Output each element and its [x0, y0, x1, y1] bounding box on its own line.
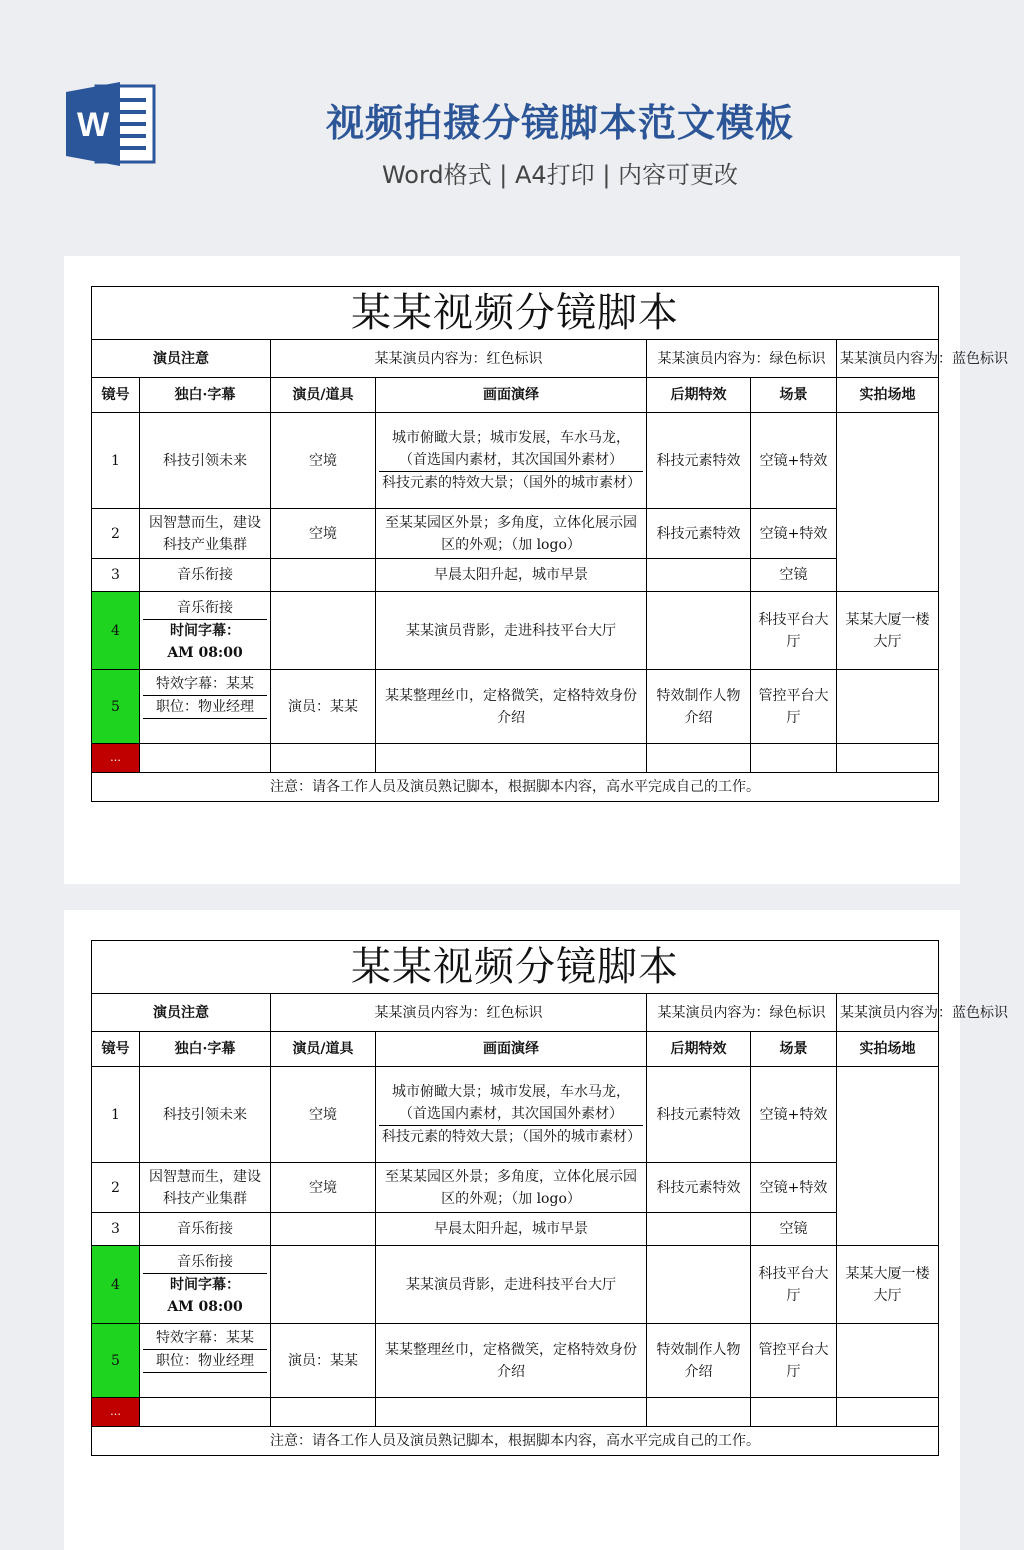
location-cell: 某某大厦一楼大厅	[837, 1246, 939, 1324]
setting-cell: 空镜+特效	[751, 1163, 837, 1213]
monologue-line: 职位：物业经理	[143, 695, 267, 718]
setting-cell: 空镜+特效	[751, 1067, 837, 1163]
actor-cell	[271, 1213, 376, 1246]
actor-cell	[271, 559, 376, 592]
setting-cell: 空镜+特效	[751, 413, 837, 509]
monologue-cell: 科技引领未来	[140, 413, 271, 509]
scene-cell: 某某演员背影，走进科技平台大厅	[376, 592, 647, 670]
table-row	[92, 559, 939, 592]
scene-line: 科技元素的特效大景；（国外的城市素材）	[379, 471, 643, 494]
time-caption-label: 时间字幕：	[143, 619, 267, 642]
actor-cell: 空境	[271, 1067, 376, 1163]
monologue-cell	[140, 592, 271, 670]
shot-number-red: …	[92, 1398, 140, 1427]
effects-cell: 科技元素特效	[647, 1067, 751, 1163]
setting-cell: 管控平台大厅	[751, 1324, 837, 1398]
scene-line: 城市俯瞰大景；城市发展，车水马龙，（首选国内素材，其次国国外素材）	[392, 430, 630, 468]
scene-line: 城市俯瞰大景；城市发展，车水马龙，（首选国内素材，其次国国外素材）	[392, 1084, 630, 1122]
legend-blue: 某某演员内容为：蓝色标识	[837, 340, 939, 378]
scene-cell	[376, 413, 647, 509]
location-cell	[837, 413, 939, 592]
setting-cell: 科技平台大厅	[751, 592, 837, 670]
empty-cell	[376, 744, 647, 773]
shot-number-green: 4	[92, 592, 140, 670]
actor-cell: 演员：某某	[271, 670, 376, 744]
monologue-cell: 音乐衔接	[140, 1213, 271, 1246]
shot-number-green: 4	[92, 1246, 140, 1324]
shot-number-green: 5	[92, 1324, 140, 1398]
document-title: 某某视频分镜脚本	[92, 287, 939, 340]
scene-cell: 某某演员背影，走进科技平台大厅	[376, 1246, 647, 1324]
scene-line: 科技元素的特效大景；（国外的城市素材）	[379, 1125, 643, 1148]
actor-cell	[271, 1246, 376, 1324]
monologue-line: 职位：物业经理	[143, 1349, 267, 1372]
monologue-cell	[140, 1246, 271, 1324]
monologue-line: 特效字幕：某某	[156, 675, 254, 692]
shot-number: 1	[92, 413, 140, 509]
legend-red: 某某演员内容为：红色标识	[271, 994, 647, 1032]
table-header-row	[92, 378, 939, 413]
monologue-cell	[140, 1324, 271, 1398]
effects-cell	[647, 559, 751, 592]
scene-cell	[376, 1067, 647, 1163]
legend-label: 演员注意	[92, 994, 271, 1032]
actor-cell	[271, 592, 376, 670]
location-cell: 某某大厦一楼大厅	[837, 592, 939, 670]
actor-cell: 空境	[271, 1163, 376, 1213]
effects-cell	[647, 1213, 751, 1246]
empty-cell	[271, 744, 376, 773]
column-header: 后期特效	[647, 378, 751, 413]
effects-cell	[647, 1246, 751, 1324]
empty-cell	[140, 744, 271, 773]
monologue-cell	[140, 670, 271, 744]
scene-cell: 至某某园区外景；多角度，立体化展示园区的外观；（加 logo）	[376, 1163, 647, 1213]
scene-cell: 某某整理丝巾，定格微笑，定格特效身份介绍	[376, 1324, 647, 1398]
effects-cell: 特效制作人物介绍	[647, 670, 751, 744]
table-row	[92, 413, 939, 509]
legend-green: 某某演员内容为：绿色标识	[647, 994, 837, 1032]
footer-note: 注意：请各工作人员及演员熟记脚本，根据脚本内容，高水平完成自己的工作。	[92, 773, 939, 802]
column-header: 场景	[751, 1032, 837, 1067]
location-cell	[837, 1324, 939, 1398]
setting-cell: 管控平台大厅	[751, 670, 837, 744]
word-icon-letter: W	[76, 106, 110, 144]
page-header	[0, 0, 1024, 240]
empty-cell	[837, 1398, 939, 1427]
table-row	[92, 509, 939, 559]
shot-number: 3	[92, 1213, 140, 1246]
column-header: 独白·字幕	[140, 378, 271, 413]
location-cell	[837, 670, 939, 744]
shot-number: 2	[92, 1163, 140, 1213]
document-preview-page	[64, 256, 1008, 884]
column-header: 场景	[751, 378, 837, 413]
legend-blue: 某某演员内容为：蓝色标识	[837, 994, 939, 1032]
legend-green: 某某演员内容为：绿色标识	[647, 340, 837, 378]
document-title: 某某视频分镜脚本	[92, 941, 939, 994]
storyboard-table	[91, 940, 1008, 1456]
effects-cell: 科技元素特效	[647, 413, 751, 509]
empty-cell	[647, 744, 751, 773]
page-title: 视频拍摄分镜脚本范文模板	[325, 101, 794, 145]
monologue-line: 音乐衔接	[177, 600, 233, 616]
actor-cell: 演员：某某	[271, 1324, 376, 1398]
empty-cell	[376, 1398, 647, 1427]
shot-number: 2	[92, 509, 140, 559]
column-header: 演员/道具	[271, 378, 376, 413]
table-row	[92, 670, 939, 744]
column-header: 画面演绎	[376, 378, 647, 413]
column-header: 后期特效	[647, 1032, 751, 1067]
page-subtitle: Word格式 | A4打印 | 内容可更改	[381, 161, 739, 189]
table-row	[92, 1067, 939, 1163]
monologue-line-empty	[143, 718, 267, 741]
monologue-line: 音乐衔接	[177, 1254, 233, 1270]
legend-red: 某某演员内容为：红色标识	[271, 340, 647, 378]
actor-cell: 空境	[271, 509, 376, 559]
shot-number: 1	[92, 1067, 140, 1163]
monologue-line: 特效字幕：某某	[156, 1329, 254, 1346]
setting-cell: 空镜	[751, 1213, 837, 1246]
legend-label: 演员注意	[92, 340, 271, 378]
table-row	[92, 1213, 939, 1246]
effects-cell: 特效制作人物介绍	[647, 1324, 751, 1398]
column-header: 画面演绎	[376, 1032, 647, 1067]
word-icon	[66, 82, 156, 166]
table-row	[92, 1398, 939, 1427]
footer-note: 注意：请各工作人员及演员熟记脚本，根据脚本内容，高水平完成自己的工作。	[92, 1427, 939, 1456]
table-row	[92, 1163, 939, 1213]
column-header: 镜号	[92, 1032, 140, 1067]
column-header: 实拍场地	[837, 378, 939, 413]
effects-cell	[647, 592, 751, 670]
monologue-line-empty	[143, 1372, 267, 1395]
effects-cell: 科技元素特效	[647, 509, 751, 559]
scene-cell: 早晨太阳升起，城市早景	[376, 1213, 647, 1246]
empty-cell	[751, 744, 837, 773]
monologue-cell: 科技引领未来	[140, 1067, 271, 1163]
table-header-row	[92, 1032, 939, 1067]
time-caption-value: AM 08:00	[167, 1299, 243, 1315]
scene-cell: 至某某园区外景；多角度，立体化展示园区的外观；（加 logo）	[376, 509, 647, 559]
empty-cell	[837, 744, 939, 773]
monologue-cell: 因智慧而生，建设科技产业集群	[140, 509, 271, 559]
storyboard-table	[91, 286, 1008, 802]
column-header: 实拍场地	[837, 1032, 939, 1067]
column-header: 镜号	[92, 378, 140, 413]
shot-number-green: 5	[92, 670, 140, 744]
table-row	[92, 744, 939, 773]
setting-cell: 空镜+特效	[751, 509, 837, 559]
scene-cell: 早晨太阳升起，城市早景	[376, 559, 647, 592]
document-preview-page	[64, 910, 1008, 1550]
scene-cell: 某某整理丝巾，定格微笑，定格特效身份介绍	[376, 670, 647, 744]
table-row	[92, 1324, 939, 1398]
setting-cell: 空镜	[751, 559, 837, 592]
time-caption-label: 时间字幕：	[143, 1273, 267, 1296]
table-row	[92, 592, 939, 670]
empty-cell	[751, 1398, 837, 1427]
monologue-cell: 音乐衔接	[140, 559, 271, 592]
empty-cell	[647, 1398, 751, 1427]
shot-number-red: …	[92, 744, 140, 773]
setting-cell: 科技平台大厅	[751, 1246, 837, 1324]
shot-number: 3	[92, 559, 140, 592]
time-caption-value: AM 08:00	[167, 645, 243, 661]
actor-cell: 空境	[271, 413, 376, 509]
table-row	[92, 1246, 939, 1324]
effects-cell: 科技元素特效	[647, 1163, 751, 1213]
empty-cell	[271, 1398, 376, 1427]
column-header: 演员/道具	[271, 1032, 376, 1067]
monologue-cell: 因智慧而生，建设科技产业集群	[140, 1163, 271, 1213]
empty-cell	[140, 1398, 271, 1427]
location-cell	[837, 1067, 939, 1246]
column-header: 独白·字幕	[140, 1032, 271, 1067]
